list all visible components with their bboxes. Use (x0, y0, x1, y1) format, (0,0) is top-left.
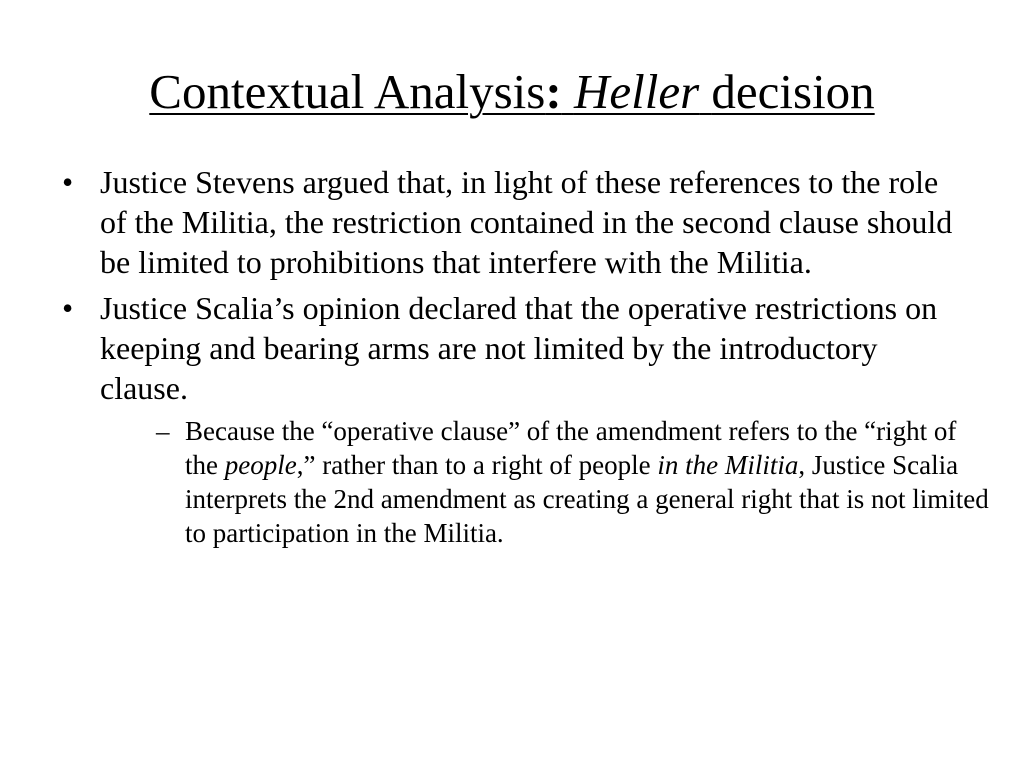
sub-text-italic-people: people (224, 450, 297, 480)
sub-bullet-marker: – (156, 416, 170, 446)
sub-bullet-text (185, 416, 989, 548)
bullet-text: Justice Scalia’s opinion declared that the operative restrictions on keeping and bearing arms are not limited by the introductory clause. (100, 290, 938, 406)
sub-text-segment-1: Because the “operative clause” of the amendment refers to the “right of the (185, 416, 957, 480)
slide-title-text (149, 64, 874, 119)
title-case-name: Heller (573, 64, 700, 119)
title-part-1: Contextual Analysis (149, 64, 546, 119)
title-colon: : (545, 64, 562, 119)
sub-text-italic-militia: in the Militia (657, 450, 799, 480)
sub-text-segment-5: , Justice Scalia interprets the 2nd amendment as creating a general right that is not limited to participation in the Militia. (185, 450, 989, 548)
sub-text-segment-3: ,” rather than to a right of people (296, 450, 658, 480)
bullet-item-scalia (60, 288, 989, 550)
bullet-item-stevens (60, 162, 970, 282)
bullet-text: Justice Stevens argued that, in light of these references to the role of the Militia, the restriction contained in the second clause should be limited to prohibitions that interfere with the Militia. (100, 164, 953, 280)
title-part-2: decision (711, 64, 875, 119)
bullet-marker: • (62, 164, 74, 200)
slide-body (60, 162, 989, 556)
sub-bullet-item (148, 414, 995, 550)
bullet-marker: • (62, 290, 74, 326)
slide-title (0, 62, 1024, 122)
